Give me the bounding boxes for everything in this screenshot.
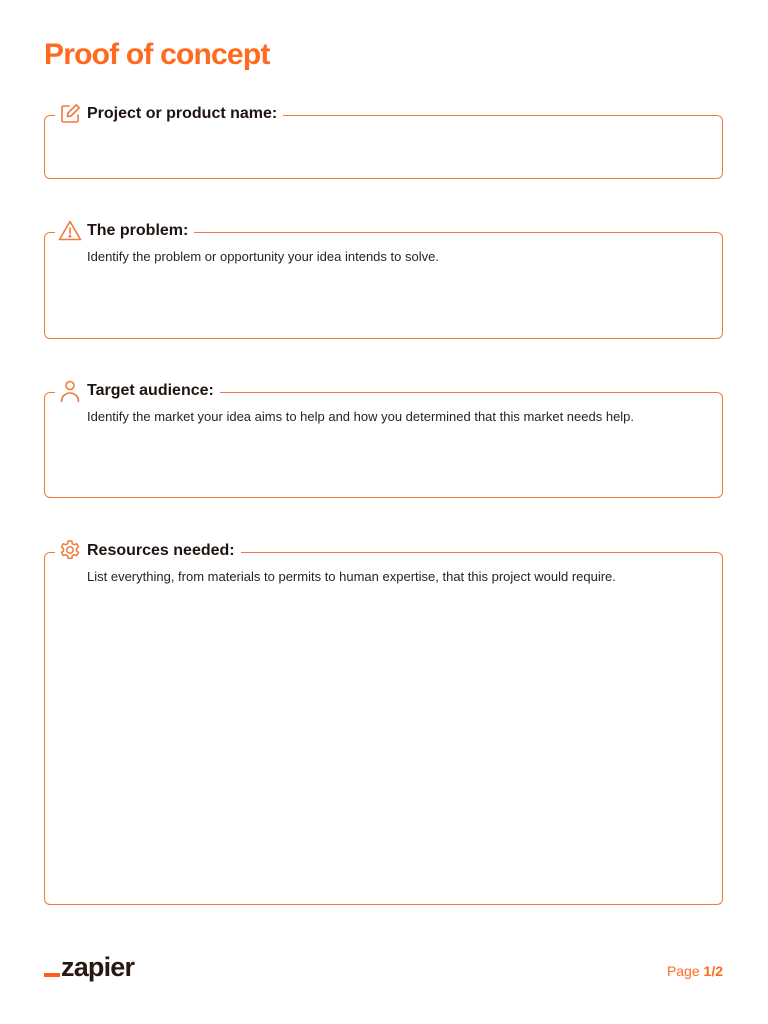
resources-section bbox=[44, 538, 723, 905]
problem-label: The problem: bbox=[87, 222, 189, 239]
problem-header bbox=[55, 218, 194, 244]
audience-description: Identify the market your idea aims to help and how you determined that this market needs help. bbox=[87, 409, 635, 424]
warning-icon bbox=[57, 218, 83, 244]
resources-field[interactable] bbox=[44, 552, 723, 905]
logo-underscore bbox=[44, 973, 60, 977]
edit-icon bbox=[57, 101, 83, 127]
page-number bbox=[667, 963, 723, 979]
page-count: 1/2 bbox=[703, 963, 723, 979]
resources-header bbox=[55, 538, 241, 564]
resources-description: List everything, from materials to permits to human expertise, that this project would require. bbox=[87, 569, 616, 584]
audience-field[interactable] bbox=[44, 392, 723, 498]
project-name-header bbox=[55, 101, 283, 127]
resources-label: Resources needed: bbox=[87, 542, 235, 559]
problem-section bbox=[44, 218, 723, 339]
project-name-section bbox=[44, 101, 723, 179]
person-icon bbox=[57, 378, 83, 404]
page-title: Proof of concept bbox=[44, 38, 270, 71]
audience-header bbox=[55, 378, 220, 404]
zapier-logo bbox=[44, 952, 134, 983]
gear-icon bbox=[57, 538, 83, 564]
logo-wordmark: zapier bbox=[61, 952, 135, 982]
problem-description: Identify the problem or opportunity your idea intends to solve. bbox=[87, 249, 439, 264]
audience-section bbox=[44, 378, 723, 498]
project-name-label: Project or product name: bbox=[87, 105, 278, 122]
page-prefix: Page bbox=[666, 963, 700, 979]
audience-label: Target audience: bbox=[87, 382, 214, 399]
